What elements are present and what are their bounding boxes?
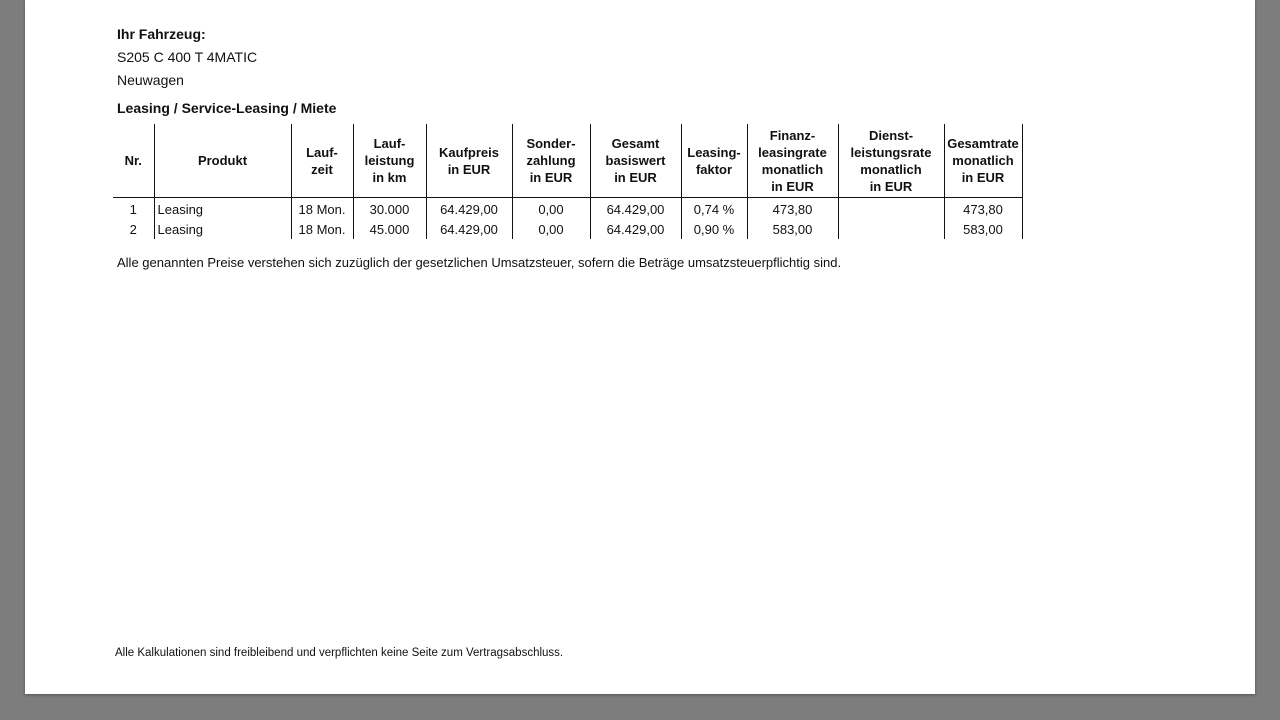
column-header-line: monatlich [952,153,1014,168]
table-cell [838,198,944,220]
column-header-line: Kaufpreis [439,144,499,160]
column-header-line: in EUR [869,178,913,194]
column-header-line: Gesamt [611,136,660,151]
column-header-line: in EUR [614,170,657,185]
column-header-line: in EUR [771,178,814,194]
column-header-line: Produkt [197,153,248,168]
document-page [25,0,1255,694]
table-cell [838,219,944,239]
column-header-line: Lauf- [306,144,338,160]
column-header-line: monatlich [761,161,824,177]
table-cell: 583,00 [944,219,1022,239]
table-cell: 473,80 [944,198,1022,220]
column-header-line: Sonder- [526,136,576,151]
table-header-row [113,124,1022,198]
section-title: Leasing / Service-Leasing / Miete [117,100,337,116]
column-header-line: Gesamtrate [947,136,1019,151]
column-header-line: Dienst- [868,127,914,143]
footer-note: Alle Kalkulationen sind freibleibend und verpflichten keine Seite zum Vertragsabschluss. [115,647,564,659]
column-header-line: in EUR [529,170,573,185]
column-header-line: Lauf- [373,136,406,151]
table-cell: 18 Mon. [291,219,353,239]
column-header-line: monatlich [860,161,922,177]
table-cell: 64.429,00 [426,198,512,220]
column-header-line: zeit [311,161,333,177]
table-cell: Leasing [154,198,291,220]
vehicle-condition: Neuwagen [117,72,184,88]
column-header-line: Finanz- [769,127,816,143]
table-cell: 64.429,00 [590,219,681,239]
column-header-line: in EUR [447,161,491,177]
column-header-line: leistung [364,153,415,168]
column-header-line: basiswert [605,153,666,168]
column-header [426,124,512,198]
column-header [291,124,353,198]
table-row [113,219,1022,239]
column-header-line: in km [372,170,407,185]
column-header-line: zahlung [526,153,576,168]
column-header [838,124,944,198]
table-cell: 0,90 % [681,219,747,239]
table-cell: 2 [129,221,137,237]
table-cell: 18 Mon. [291,198,353,220]
column-header [590,124,681,198]
vehicle-heading: Ihr Fahrzeug: [117,26,206,42]
column-header [944,124,1022,198]
column-header [681,124,747,198]
table-cell: 583,00 [747,219,838,239]
table-cell: 45.000 [353,219,426,239]
column-header [512,124,590,198]
table-cell: 0,74 % [681,198,747,220]
column-header-line: Nr. [124,153,142,168]
table-cell: 0,00 [512,198,590,220]
table-cell: 64.429,00 [590,198,681,220]
table-cell: 64.429,00 [426,219,512,239]
column-header [747,124,838,198]
column-header-line: leistungsrate [850,144,932,160]
vat-note: Alle genannten Preise verstehen sich zuzüglich der gesetzlichen Umsatzsteuer, sofern die Beträge umsatzsteuerpflichtig sind. [117,255,842,270]
table-cell: 0,00 [512,219,590,239]
column-header-line: Leasing- [687,144,741,160]
column-header [113,124,154,198]
column-header [154,124,291,198]
column-header-line: faktor [695,161,733,177]
table-cell: 1 [129,201,137,217]
table-body [113,198,1022,240]
column-header-line: in EUR [961,170,1005,185]
table-row [113,198,1022,220]
column-header [353,124,426,198]
table-cell: Leasing [154,219,291,239]
leasing-table [113,124,1023,239]
vehicle-model: S205 C 400 T 4MATIC [117,49,258,65]
table-cell: 30.000 [353,198,426,220]
table-cell: 473,80 [747,198,838,220]
column-header-line: leasingrate [758,144,827,160]
